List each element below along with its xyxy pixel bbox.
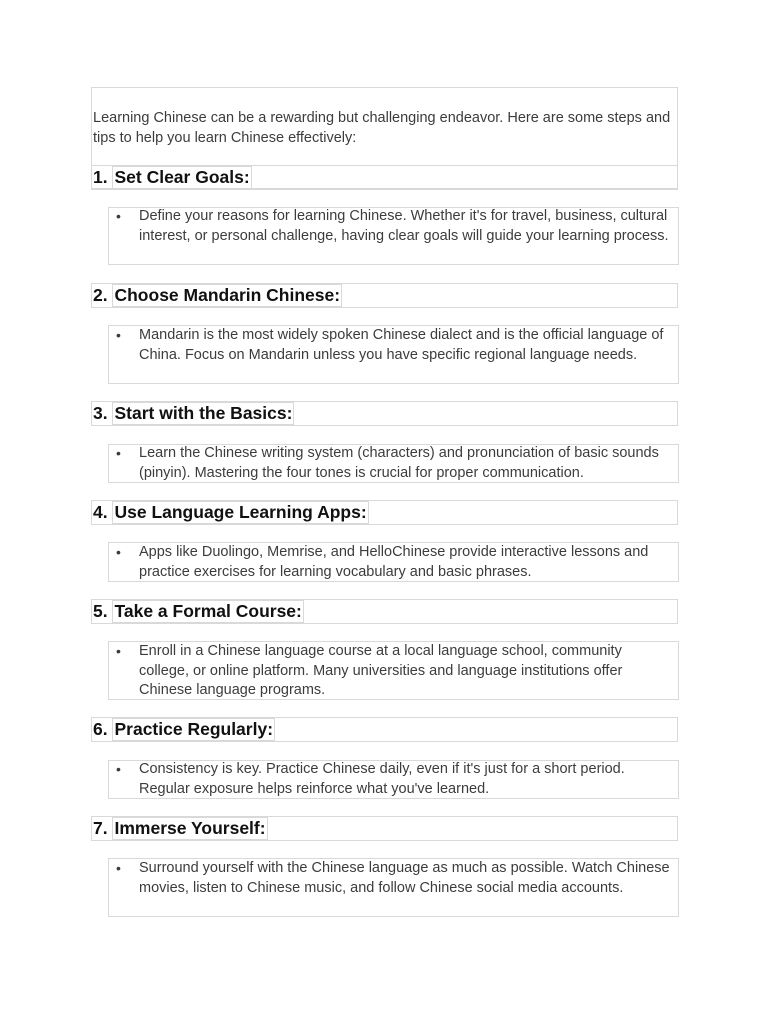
bullet-icon: • xyxy=(116,544,121,560)
step-5-number: 5. xyxy=(93,601,108,621)
step-5-heading xyxy=(93,599,304,624)
step-1-heading xyxy=(93,165,252,190)
intro-paragraph: Learning Chinese can be a rewarding but challenging endeavor. Here are some steps and tips to help you learn Chinese effectively: xyxy=(93,110,671,146)
step-4-title: Use Language Learning Apps: xyxy=(114,502,367,522)
step-6-heading xyxy=(93,717,275,742)
step-1-number: 1. xyxy=(93,167,108,187)
step-5-bullet: Enroll in a Chinese language course at a local language school, community college, or online platform. Many universities and language institutions offer Chinese language programs. xyxy=(139,643,623,698)
step-2-bullet: Mandarin is the most widely spoken Chinese dialect and is the official language of China. Focus on Mandarin unless you have specific regional language needs. xyxy=(139,327,664,363)
step-2-number: 2. xyxy=(93,285,108,305)
step-4-heading xyxy=(93,500,369,525)
bullet-icon: • xyxy=(116,445,121,461)
step-5-title: Take a Formal Course: xyxy=(114,601,302,621)
step-2-title: Choose Mandarin Chinese: xyxy=(114,285,341,305)
step-4-number: 4. xyxy=(93,502,108,522)
step-3-number: 3. xyxy=(93,403,108,423)
step-3-bullet: Learn the Chinese writing system (characters) and pronunciation of basic sounds (pinyin). Mastering the four tones is crucial for proper communication. xyxy=(139,445,659,481)
step-6-number: 6. xyxy=(93,719,108,739)
bullet-icon: • xyxy=(116,643,121,659)
step-7-heading xyxy=(93,816,268,841)
bullet-icon: • xyxy=(116,208,121,224)
step-7-title: Immerse Yourself: xyxy=(114,818,266,838)
bullet-icon: • xyxy=(116,860,121,876)
step-1-bullet: Define your reasons for learning Chinese. Whether it's for travel, business, cultural interest, or personal challenge, having clear goals will guide your learning process. xyxy=(139,208,669,244)
step-7-bullet: Surround yourself with the Chinese language as much as possible. Watch Chinese movies, listen to Chinese music, and follow Chinese social media accounts. xyxy=(139,860,670,896)
step-6-bullet: Consistency is key. Practice Chinese daily, even if it's just for a short period. Regular exposure helps reinforce what you've learned. xyxy=(139,761,625,797)
bullet-icon: • xyxy=(116,327,121,343)
step-6-title: Practice Regularly: xyxy=(114,719,274,739)
step-3-title: Start with the Basics: xyxy=(114,403,293,423)
step-3-heading xyxy=(93,401,294,426)
step-2-heading xyxy=(93,283,342,308)
step-7-number: 7. xyxy=(93,818,108,838)
bullet-icon: • xyxy=(116,761,121,777)
step-1-title: Set Clear Goals: xyxy=(114,167,250,187)
step-4-bullet: Apps like Duolingo, Memrise, and HelloChinese provide interactive lessons and practice exercises for learning vocabulary and basic phrases. xyxy=(139,544,649,580)
